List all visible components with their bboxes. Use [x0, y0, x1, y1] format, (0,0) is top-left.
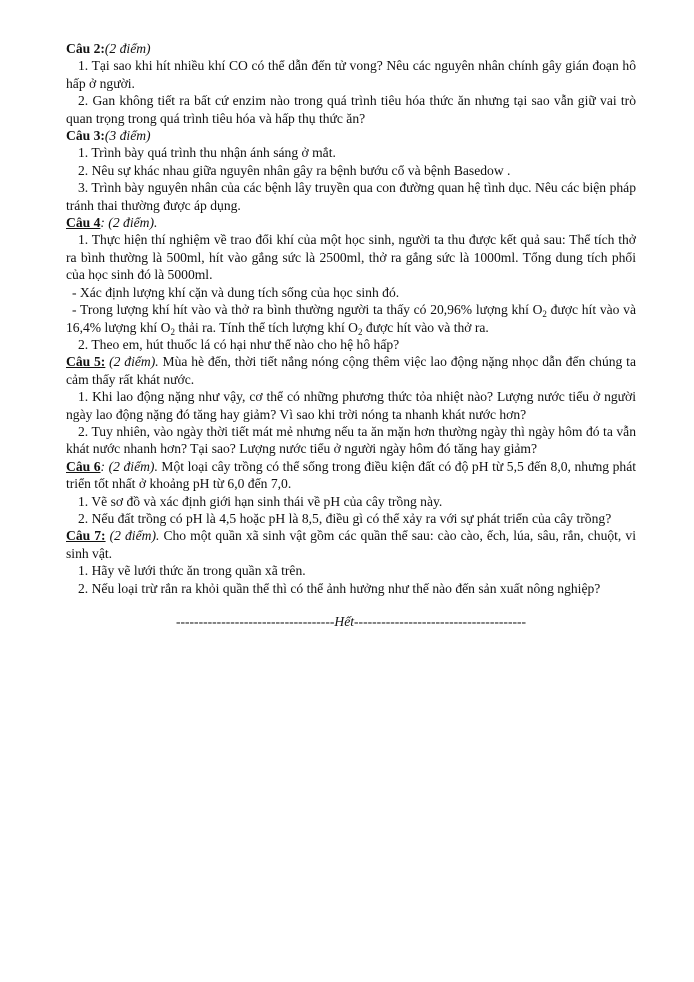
- question-item: 1. Vẽ sơ đồ và xác định giới hạn sinh thái về pH của cây trồng này.: [78, 493, 443, 509]
- question-block: [66, 353, 636, 457]
- question-item: 2. Nếu loại trừ rắn ra khỏi quần thể thì có thể ảnh hưởng như thế nào đến sản xuất nông nghiệp?: [78, 580, 601, 596]
- question-block: [66, 527, 636, 597]
- question-intro: Cho một quần xã sinh vật gồm các quần thể sau: cào cào, ếch, lúa, sâu, rắn, chuột, vi sinh vật.: [66, 528, 636, 561]
- question-heading: [66, 527, 636, 562]
- end-word: Hết: [334, 614, 355, 629]
- question-heading: [66, 353, 636, 388]
- question-title: Câu 2:: [66, 41, 105, 56]
- question-title: Câu 7:: [66, 528, 106, 544]
- question-points: (3 điểm): [104, 128, 151, 144]
- question-heading: [66, 214, 636, 231]
- question-intro: Mùa hè đến, thời tiết nắng nóng cộng thêm việc lao động nặng nhọc dẫn đến chúng ta cảm thấy rất khát nước.: [66, 354, 636, 387]
- end-marker: [66, 613, 636, 630]
- question-points: : (2 điểm).: [100, 458, 158, 474]
- question-intro: Một loại cây trồng có thể sống trong điều kiện đất có độ pH từ 5,5 đến 8,0, nhưng phát triển tốt nhất ở khoảng pH từ 6,0 đến 7,0.: [66, 458, 637, 492]
- question-item: 1. Trình bày quá trình thu nhận ánh sáng ở mắt.: [78, 145, 336, 161]
- question-points: (2 điểm).: [105, 528, 160, 544]
- question-heading: [66, 458, 636, 493]
- question-item: 2. Gan không tiết ra bất cứ enzim nào trong quá trình tiêu hóa thức ăn nhưng tại sao vẫn giữ vai trò quan trọng trong quá trình tiêu hóa và hấp thụ thức ăn?: [66, 93, 636, 126]
- question-heading: [66, 127, 636, 144]
- question-item: 1. Thực hiện thí nghiệm về trao đổi khí của một học sinh, người ta thu được kết quả sau: Thể tích thở ra bình thường là 500ml, hít vào gắng sức là 2500ml, thở ra gắng sức là 1000ml. Tổng dung tích phổi của học sinh đó là 5000ml.: [66, 232, 636, 283]
- item-text-part: được hít vào và 16,4% lượng khí O: [66, 302, 637, 335]
- question-title: Câu 5:: [66, 354, 106, 370]
- question-item: 3. Trình bày nguyên nhân của các bệnh lây truyền qua con đường quan hệ tình dục. Nêu các biện pháp tránh thai thường được áp dụng.: [66, 180, 636, 213]
- question-points: : (2 điểm).: [100, 215, 158, 231]
- question-item: 1. Hãy vẽ lưới thức ăn trong quần xã trên.: [78, 563, 306, 579]
- question-item: 2. Nếu đất trồng có pH là 4,5 hoặc pH là 8,5, điều gì có thể xảy ra với sự phát triển của cây trồng?: [78, 510, 612, 526]
- question-block: [66, 40, 636, 127]
- exam-page: [66, 40, 636, 630]
- end-dashes-left: -----------------------------------: [175, 614, 335, 629]
- question-points: (2 điểm): [104, 41, 151, 56]
- question-points: (2 điểm).: [105, 354, 159, 370]
- question-item: 1. Tại sao khi hít nhiều khí CO có thể dẫn đến tử vong? Nêu các nguyên nhân chính gây gián đoạn hô hấp ở người.: [66, 58, 636, 91]
- subscript: 2: [542, 309, 547, 320]
- question-block: [66, 214, 636, 353]
- item-text-part: được hít vào và thở ra.: [362, 319, 489, 335]
- question-heading: [66, 40, 636, 57]
- end-dashes-right: --------------------------------------: [354, 614, 527, 629]
- question-item: - Xác định lượng khí cặn và dung tích sống của học sinh đó.: [72, 284, 400, 300]
- subscript: 2: [170, 326, 175, 337]
- question-block: [66, 458, 636, 528]
- question-item: [66, 301, 636, 336]
- question-block: [66, 127, 636, 214]
- question-item: 2. Theo em, hút thuốc lá có hại như thế nào cho hệ hô hấp?: [78, 336, 400, 352]
- item-text-part: - Trong lượng khí hít vào và thở ra bình thường người ta thấy có 20,96% lượng khí O: [72, 302, 543, 318]
- question-item: 2. Nêu sự khác nhau giữa nguyên nhân gây ra bệnh bướu cổ và bệnh Basedow .: [78, 162, 511, 178]
- item-text-part: thải ra. Tính thể tích lượng khí O: [174, 319, 359, 335]
- question-item: 1. Khi lao động nặng như vậy, cơ thể có những phương thức tỏa nhiệt nào? Lượng nước tiểu ở người ngày lao động nặng đó tăng hay giảm? Vì sao khi trời nóng ta nhanh khát nước hơn?: [66, 389, 636, 422]
- subscript: 2: [358, 326, 363, 337]
- question-title: Câu 6: [66, 458, 101, 474]
- question-item: 2. Tuy nhiên, vào ngày thời tiết mát mẻ nhưng nếu ta ăn mặn hơn thường ngày thì ngày hôm đó ta vẫn khát nước nhanh hơn? Tại sao? Lượng nước tiểu ở người ngày hôm đó tăng hay giảm?: [66, 423, 636, 457]
- question-title: Câu 3:: [66, 128, 105, 144]
- question-title: Câu 4: [66, 215, 101, 231]
- question-list: [66, 40, 636, 597]
